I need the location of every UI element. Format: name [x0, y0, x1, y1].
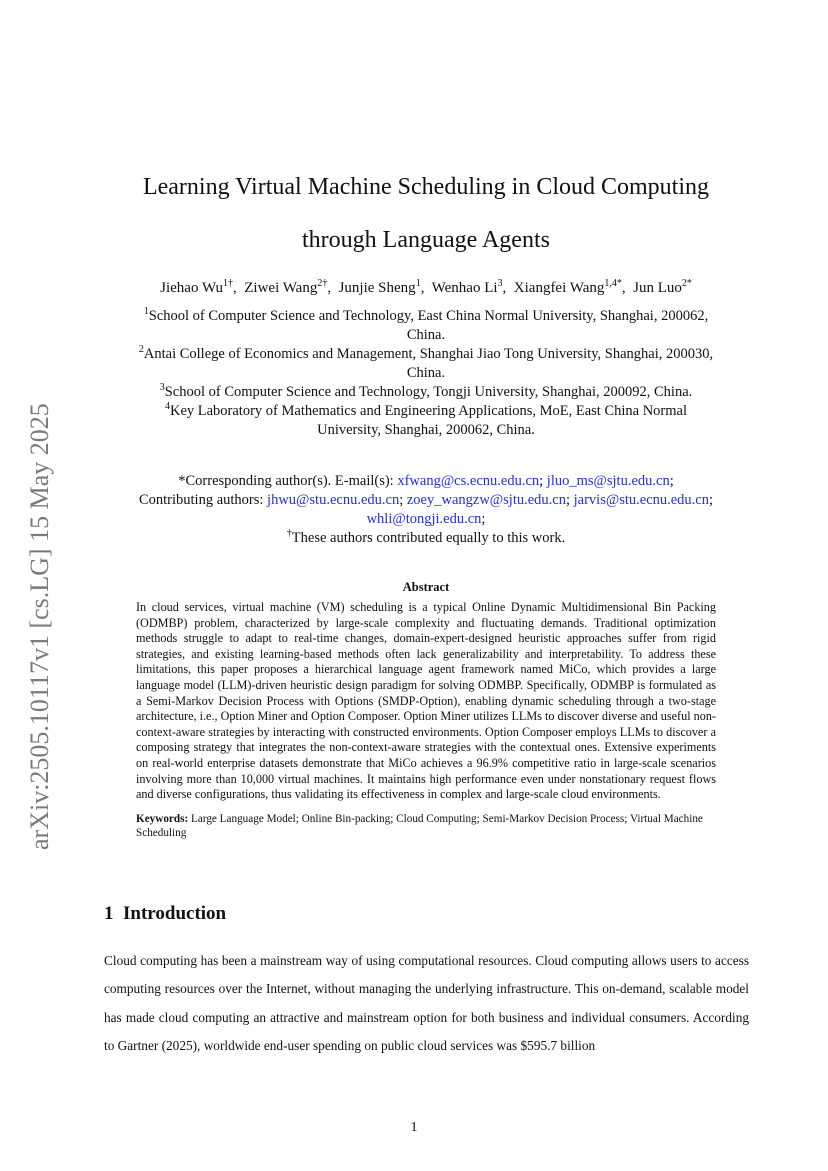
email-link[interactable]: jarvis@stu.ecnu.edu.cn [573, 492, 709, 508]
email-link[interactable]: whli@tongji.edu.cn [366, 511, 482, 527]
author: Junjie Sheng$^1$ [338, 278, 421, 296]
author: Jiehao $Wu^{1\dagger}$ [160, 278, 233, 296]
contributing-authors: Contributing authors: jhwu@stu.ecnu.edu.cn; zoey_wangzw@sjtu.edu.cn; jarvis@stu.ecnu.edu.cn; [138, 492, 714, 508]
keywords [136, 812, 716, 840]
author-list: Jiehao $Wu^{1\dagger}$, Ziwei Wang$^{2\dagger}$, Junjie Sheng$^1$, Wenhao Li$^3$, Xiangfei Wang$^{1,4*}$, Jun Luo$^{2*}$ [160, 278, 692, 296]
affiliation-1: $^1$School of Computer Science and Technology, East China Normal University, Shanghai, 200062, China. [143, 306, 709, 343]
author: Wenhao Li$^3$ [431, 278, 503, 296]
arxiv-sidebar-id: arXiv:2505.10117v1 [cs.LG] 15 May 2025 [25, 403, 54, 850]
author: Ziwei Wang$^{2\dagger}$ [244, 278, 328, 296]
contributing-authors-cont: whli@tongji.edu.cn; [366, 511, 486, 527]
email-link[interactable]: zoey_wangzw@sjtu.edu.cn [406, 492, 566, 508]
abstract-heading: Abstract [402, 580, 450, 594]
email-link[interactable]: jhwu@stu.ecnu.edu.cn [267, 492, 400, 508]
section-heading: 1 Introduction [104, 903, 227, 924]
page-number: 1 [410, 1120, 418, 1135]
introduction-paragraph: Cloud computing has been a mainstream way of using computational resources. Cloud computing allows users to access computing resources over the Internet, without managing the underlying infrastructure. This on-demand, scalable model has made cloud computing an attractive and mainstream option for both business and individual consumers. According to Gartner (2025), worldwide end-user spending on public cloud services was $595.7 billion [104, 953, 749, 1053]
author: Jun Luo$^{2*}$ [633, 278, 692, 296]
abstract-text: In cloud services, virtual machine (VM) scheduling is a typical Online Dynamic Multidimensional Bin Packing (ODMBP) problem, characterized by large-scale complexity and fluctuating demands. Traditional optimization methods struggle to adapt to real-time changes, domain-expert-designed heuristic approaches suffer from rigid strategies, and existing learning-based methods often lack generalizability and interpretability. To address these limitations, this paper proposes a hierarchical language agent framework named MiCo, which provides a large language model (LLM)-driven heuristic design paradigm for solving ODMBP. Specifically, ODMBP is formulated as a Semi-Markov Decision Process with Options (SMDP-Option), enabling dynamic scheduling through a two-stage architecture, i.e., Option Miner and Option Composer. Option Miner utilizes LLMs to discover diverse and useful non-context-aware strategies by interacting with constructed environments. Option Composer employs LLMs to discover a composing strategy that integrates the non-context-aware strategies with the contextual ones. Extensive experiments on real-world enterprise datasets demonstrate that MiCo achieves a 96.9% competitive ratio in large-scale scenarios involving more than 10,000 virtual machines. It maintains high performance even under nonstationary request flows and diverse configurations, thus validating its effectiveness in complex and large-scale cloud environments. [136, 600, 716, 802]
paper-title-line-1: Learning Virtual Machine Scheduling in Cloud Computing [142, 174, 710, 200]
affiliation-3: $^3$School of Computer Science and Technology, Tongji University, Shanghai, 200092, China. [159, 382, 693, 400]
affiliation-4: $^4$Key Laboratory of Mathematics and Engineering Applications, MoE, East China Normal University, Shanghai, 200062, China. [164, 401, 688, 438]
keywords-label: Keywords: [136, 813, 189, 825]
paper-title-line-2: through Language Agents [302, 227, 550, 253]
equal-contribution-note: †These authors contributed equally to this work. [286, 528, 566, 546]
corresponding-authors: *Corresponding author(s). E-mail(s): xfwang@cs.ecnu.edu.cn; jluo_ms@sjtu.edu.cn; [178, 473, 674, 489]
email-link[interactable]: jluo_ms@sjtu.edu.cn [546, 473, 670, 489]
email-link[interactable]: xfwang@cs.ecnu.edu.cn [397, 473, 540, 489]
author: Xiangfei Wang$^{1,4*}$ [513, 278, 622, 296]
keywords-text: Large Language Model; Online Bin-packing; Cloud Computing; Semi-Markov Decision Process; Virtual Machine Scheduling [136, 813, 703, 839]
affiliation-2: $^2$Antai College of Economics and Management, Shanghai Jiao Tong University, Shanghai, 200030, China. [138, 344, 714, 381]
